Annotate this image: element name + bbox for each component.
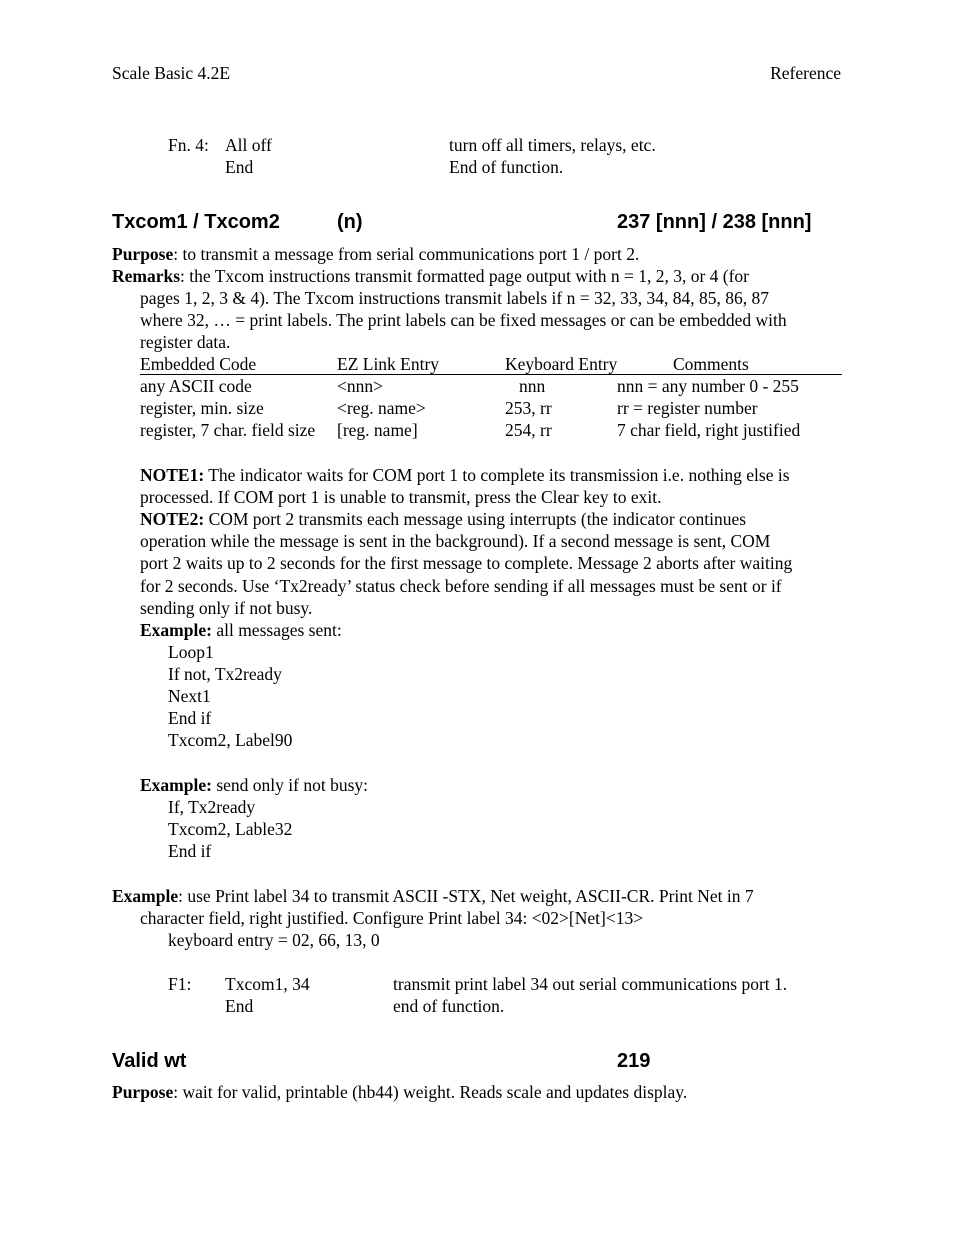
txcom-title: Txcom1 / Txcom2 [112,211,280,233]
table-cell: <reg. name> [337,398,426,418]
txcom-remarks-line-1: Remarks: the Txcom instructions transmit formatted page output with n = 1, 2, 3, or 4 (for [112,266,750,286]
table-cell: 7 char field, right justified [617,420,801,440]
table-header-embedded-code: Embedded Code [140,354,257,374]
txcom-remarks-line-4: register data. [140,332,231,352]
example3-line-2: character field, right justified. Configure Print label 34: <02>[Net]<13> [140,908,644,928]
f1-label: F1: [168,974,192,994]
table-cell: 254, rr [505,420,552,440]
code-line: End if [168,841,212,861]
f1-cmd: Txcom1, 34 [225,974,310,994]
table-cell: <nnn> [337,376,383,396]
example3-line-1: Example: use Print label 34 to transmit ASCII -STX, Net weight, ASCII-CR. Print Net in 7 [112,886,754,906]
table-cell: register, min. size [140,398,264,418]
example2-heading: Example: send only if not busy: [140,775,368,795]
fn4-label: Fn. 4: [168,135,209,155]
txcom-remarks-line-3: where 32, … = print labels. The print labels can be fixed messages or can be embedded with [140,310,787,330]
table-cell: 253, rr [505,398,552,418]
note2-line-1: NOTE2: COM port 2 transmits each message using interrupts (the indicator continues [140,509,747,529]
valid-wt-purpose: Purpose: wait for valid, printable (hb44) weight. Reads scale and updates display. [112,1082,688,1102]
table-header-ez-link: EZ Link Entry [337,354,440,374]
table-cell: any ASCII code [140,376,252,396]
code-line: If, Tx2ready [168,797,256,817]
running-header-left: Scale Basic 4.2E [112,63,231,83]
table-cell: nnn [519,376,546,396]
example1-heading: Example: all messages sent: [140,620,342,640]
code-line: If not, Tx2ready [168,664,282,684]
note2-line-2: operation while the message is sent in the background). If a second message is sent, COM [140,531,771,551]
txcom-remarks-line-2: pages 1, 2, 3 & 4). The Txcom instructions transmit labels if n = 32, 33, 34, 84, 85, 86, 87 [140,288,769,308]
note2-line-3: port 2 waits up to 2 seconds for the first message to complete. Message 2 aborts after waiting [140,553,793,573]
example3-line-3: keyboard entry = 02, 66, 13, 0 [168,930,380,950]
fn4-end-cmd: End [225,157,254,177]
f1-end-cmd: End [225,996,254,1016]
note1-line-2: processed. If COM port 1 is unable to transmit, press the Clear key to exit. [140,487,662,507]
valid-wt-title: Valid wt [112,1050,187,1072]
note1-line-1: NOTE1: The indicator waits for COM port 1 to complete its transmission i.e. nothing else is [140,465,790,485]
code-line: Loop1 [168,642,214,662]
f1-end-desc: end of function. [393,996,505,1016]
table-header-comments: Comments [673,354,749,374]
running-header-right: Reference [770,63,841,83]
txcom-purpose: Purpose: to transmit a message from serial communications port 1 / port 2. [112,244,640,264]
code-line: Txcom2, Label90 [168,730,293,750]
table-cell: register, 7 char. field size [140,420,316,440]
code-line: Next1 [168,686,211,706]
note2-line-5: sending only if not busy. [140,598,313,618]
fn4-desc: turn off all timers, relays, etc. [449,135,656,155]
valid-wt-code: 219 [617,1050,651,1072]
txcom-param: (n) [337,211,363,233]
table-cell: [reg. name] [337,420,418,440]
txcom-code: 237 [nnn] / 238 [nnn] [617,211,812,233]
table-cell: nnn = any number 0 - 255 [617,376,799,396]
fn4-cmd: All off [225,135,272,155]
code-line: End if [168,708,212,728]
code-line: Txcom2, Lable32 [168,819,293,839]
table-cell: rr = register number [617,398,758,418]
table-header-keyboard: Keyboard Entry [505,354,618,374]
note2-line-4: for 2 seconds. Use ‘Tx2ready’ status check before sending if all messages must be sent or if [140,576,782,596]
f1-desc: transmit print label 34 out serial communications port 1. [393,974,788,994]
fn4-end-desc: End of function. [449,157,564,177]
